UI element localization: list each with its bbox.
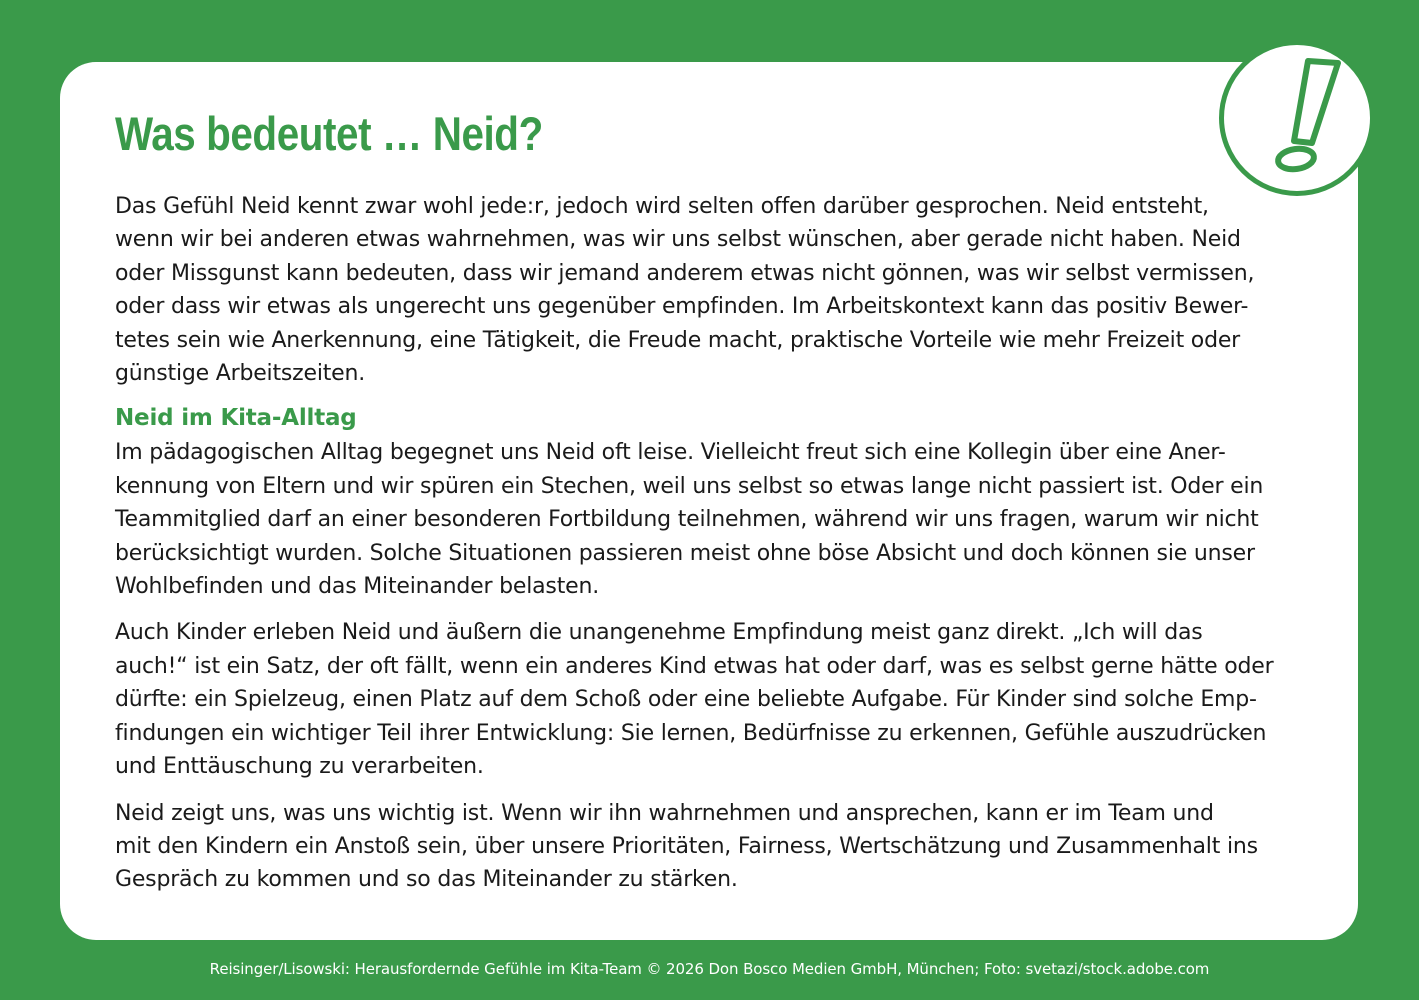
text-line: Neid zeigt uns, was uns wichtig ist. Wenn wir ihn wahrnehmen und ansprechen, kann er im Team und xyxy=(115,800,1214,826)
text-line: oder dass wir etwas als ungerecht uns gegenüber empfinden. Im Arbeitskontext kann das positiv Bewer- xyxy=(115,294,1249,320)
text-line: günstige Arbeitszeiten. xyxy=(115,361,366,387)
text-line: Wohlbefinden und das Miteinander belasten. xyxy=(115,574,599,600)
text-line: Das Gefühl Neid kennt zwar wohl jede:r, jedoch wird selten offen darüber gesprochen. Neid entsteht, xyxy=(115,194,1209,219)
text-line: Gespräch zu kommen und so das Miteinander zu stärken. xyxy=(115,867,738,893)
text-line: dürfte: ein Spielzeug, einen Platz auf dem Schoß oder eine beliebte Aufgabe. Für Kinder sind solche Emp- xyxy=(115,687,1257,713)
text-line: wenn wir bei anderen etwas wahrnehmen, was wir uns selbst wünschen, aber gerade nicht haben. Neid xyxy=(115,227,1241,253)
paragraph-kita-alltag xyxy=(115,436,1315,603)
text-line: und Enttäuschung zu verarbeiten. xyxy=(115,754,484,780)
text-line: tetes sein wie Anerkennung, eine Tätigkeit, die Freude macht, praktische Vorteile wie mehr Freizeit oder xyxy=(115,327,1241,353)
text-line: auch!“ ist ein Satz, der oft fällt, wenn ein anderes Kind etwas hat oder darf, was es selbst gerne hätte oder xyxy=(115,653,1274,679)
page-title: Was bedeutet … Neid? xyxy=(115,107,543,160)
section-heading: Neid im Kita-Alltag xyxy=(115,405,357,432)
text-line: findungen ein wichtiger Teil ihrer Entwicklung: Sie lernen, Bedürfnisse zu erkennen, Gefühle auszudrücken xyxy=(115,720,1267,746)
text-line: berücksichtigt wurden. Solche Situationen passieren meist ohne böse Absicht und doch können sie unser xyxy=(115,540,1255,566)
text-line: kennung von Eltern und wir spüren ein Stechen, weil uns selbst so etwas lange nicht passiert ist. Oder ein xyxy=(115,473,1264,499)
paragraph-kinder xyxy=(115,616,1315,783)
card-content xyxy=(115,190,1315,897)
text-line: oder Missgunst kann bedeuten, dass wir jemand anderem etwas nicht gönnen, was wir selbst vermissen, xyxy=(115,260,1255,286)
text-line: mit den Kindern ein Anstoß sein, über unsere Prioritäten, Fairness, Wertschätzung und Zusammenhalt ins xyxy=(115,833,1258,859)
exclamation-badge xyxy=(1219,40,1375,196)
text-line: Teammitglied darf an einer besonderen Fortbildung teilnehmen, während wir uns fragen, warum wir nicht xyxy=(115,507,1259,533)
intro-paragraph xyxy=(115,190,1315,390)
footer-credits: Reisinger/Lisowski: Herausfordernde Gefühle im Kita-Team © 2026 Don Bosco Medien GmbH, München; Foto: svetazi/stock.adobe.com xyxy=(209,960,1210,978)
paragraph-fazit xyxy=(115,797,1315,897)
exclamation-mark-icon xyxy=(1224,45,1370,191)
text-line: Auch Kinder erleben Neid und äußern die unangenehme Empfindung meist ganz direkt. „Ich will das xyxy=(115,620,1203,646)
text-line: Im pädagogischen Alltag begegnet uns Neid oft leise. Vielleicht freut sich eine Kollegin über eine Aner- xyxy=(115,440,1226,466)
